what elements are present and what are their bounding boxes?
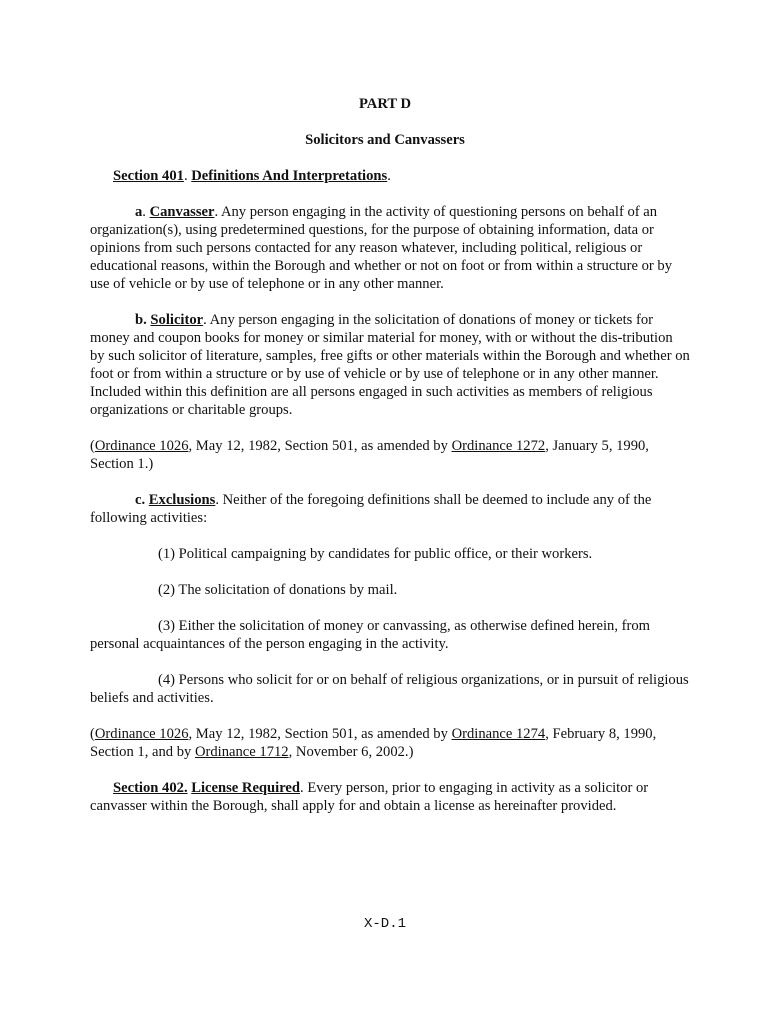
definition-solicitor <box>90 311 690 419</box>
citation-1-end: , January 5, 1990, Section 1.) <box>90 438 649 472</box>
ordinance-link-1272: Ordinance 1272 <box>451 438 546 454</box>
citation-1-mid: , May 12, 1982, Section 501, as amended by <box>188 438 452 454</box>
definition-exclusions <box>90 491 690 527</box>
citation-1 <box>90 437 690 473</box>
section-401-title: Definitions And Interpretations <box>191 168 388 184</box>
definition-canvasser: a. Canvasser. Any person engaging in the activity of questioning persons on behalf of an organization(s), using predetermined questions, for the purpose of obtaining information, data or opinions from such persons contacted for any reason whatever, including political, religious or educational reasons, within the Borough and whether or not on foot or from within a structure or by use of vehicle or by use of telephone or in any other manner. <box>90 204 672 292</box>
exclusion-item: (4) Persons who solicit for or on behalf of religious organizations, or in pursuit of religious beliefs and activities. <box>90 672 689 706</box>
citation-2-end: , November 6, 2002.) <box>288 744 414 760</box>
definition-a-term: Canvasser <box>149 204 215 220</box>
exclusion-item: (3) Either the solicitation of money or canvassing, as otherwise defined herein, from personal acquaintances of the person engaging in the activity. <box>90 618 650 652</box>
definition-c-marker: c. <box>135 492 146 508</box>
citation-2 <box>90 725 690 761</box>
citation-1-open: ( <box>90 438 95 454</box>
section-402-number: Section 402. <box>113 780 188 796</box>
section-402-text: . Every person, prior to engaging in activity as a solicitor or canvasser within the Borough, shall apply for and obtain a license as hereinafter provided. <box>90 780 649 814</box>
page-number: X-D.1 <box>363 916 406 932</box>
section-401-heading <box>90 167 713 185</box>
definition-a-text: . Any person engaging in the activity of questioning persons on behalf of an organization(s), using predetermined questions, for the purpose of obtaining information, data or opinions from such persons contacted for any reason whatever, including political, religious or educational reasons, within the Borough and whether or not on foot or from within a structure or by use of vehicle or by use of telephone or in any other manner. <box>90 204 672 292</box>
definition-a-marker: a <box>135 204 143 220</box>
section-402 <box>90 779 690 815</box>
definition-b-marker: b. <box>135 312 147 328</box>
chapter-subtitle: Solicitors and Canvassers <box>305 132 465 148</box>
citation-2-mid: , February 8, 1990, Section 1, and by <box>90 726 657 760</box>
exclusion-item: (2) The solicitation of donations by mail. <box>158 582 398 598</box>
section-401-end: . <box>387 168 391 184</box>
ordinance-link-1712: Ordinance 1712 <box>194 744 289 760</box>
ordinance-link-1026: Ordinance 1026 <box>94 438 189 454</box>
definition-b-text: . Any person engaging in the solicitation of donations of money or tickets for money and coupon books for money or similar material for money, with or without the dis-tribution by such solicitor of literature, samples, free gifts or other materials within the Borough and whether on foot or from within a structure or by use of vehicle or by use of telephone or in any other manner. Included within this definition are all persons engaged in such activities as members of religious organizations or charitable groups. <box>90 312 690 418</box>
section-401-separator: . <box>183 168 192 184</box>
section-401-number: Section 401 <box>113 168 184 184</box>
section-402-title: License Required <box>191 780 301 796</box>
ordinance-link-1026: Ordinance 1026 <box>94 726 189 742</box>
definition-c-text: . Neither of the foregoing definitions shall be deemed to include any of the following activities: <box>90 492 652 526</box>
definition-c-term: Exclusions <box>148 492 216 508</box>
exclusion-item: (1) Political campaigning by candidates for public office, or their workers. <box>158 546 593 562</box>
citation-2-open: ( <box>90 726 95 742</box>
definition-b-term: Solicitor <box>150 312 204 328</box>
ordinance-link-1274: Ordinance 1274 <box>451 726 546 742</box>
part-heading: PART D <box>358 96 412 112</box>
citation-2-mid: , May 12, 1982, Section 501, as amended by <box>188 726 452 742</box>
